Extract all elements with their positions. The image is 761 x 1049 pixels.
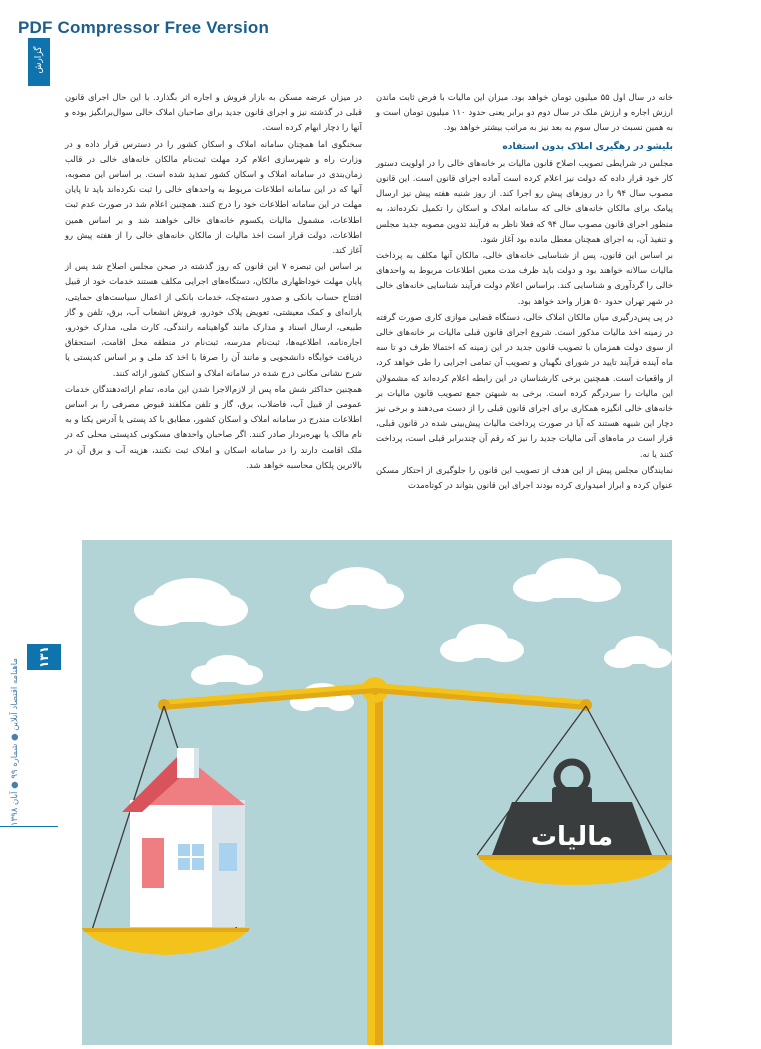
scale-stand	[362, 677, 388, 1045]
scale-illustration-svg	[82, 540, 672, 1045]
scale-illustration	[82, 540, 672, 1045]
section-heading: بلیشو در رهگیری املاک بدون استفاده	[502, 140, 673, 152]
right-pan	[477, 855, 672, 885]
cloud-icon	[134, 578, 248, 626]
weight-label: مالیات	[530, 822, 614, 852]
house-icon	[122, 748, 245, 927]
watermark-text: PDF Compressor Free Version	[18, 18, 270, 37]
article-column-left	[65, 90, 362, 474]
paragraph: بر اساس این تبصره ۷ این قانون که روز گذشته در صحن مجلس اصلاح شد پس از پایان مهلت خوداظهاری مالکان، دستگاه‌های اجرایی مکلف هستند خدمات خود از قبیل افتتاح حساب بانکی و صدور دسته‌چک، خدمات بانکی از اعمال سیاست‌های حمایتی، یارانه‌ای و کمک معیشتی، تعویض پلاک خودرو، فروش انشعاب آب، برق، تلفن و گاز طبیعی، ارسال اسناد و مدارک مانند گواهینامه رانندگی، کارت ملی، مدارک خودرو، اجاره‌نامه، اطلاعیه‌ها، ثبت‌نام مدرسه، ثبت‌نام در منطقه محل اقامت، استحقاق دریافت خوابگاه دانشجویی و مانند آن را صرفا با اخذ کد ملی و بر اساس کدپستی یا شرح نشانی مکانی درج شده در سامانه املاک و اسکان کشور ارائه کنند.	[65, 261, 362, 378]
paragraph: همچنین حداکثر شش ماه پس از لازم‌الاجرا شدن این ماده، تمام ارائه‌دهندگان خدمات عمومی از قبیل آب، فاضلاب، برق، گاز و تلفن مکلفند قبوض مصرفی را بر اساس اطلاعات مندرج در سامانه املاک و اسکان کشور، مطابق با کد پستی یا آدرس یکتا و به نام مالک یا بهره‌بردار صادر کنند. اگر صاحبان واحدهای مسکونی کدپستی محلی که در ملک اقامت دارند را در سامانه اسکان و املاک ثبت نکنند، هزینه آب و برق آن در بالاترین پلکان محاسبه خواهد شد.	[65, 383, 362, 470]
paragraph: سخنگوی اما همچنان سامانه املاک و اسکان کشور را در دسترس قرار داده و در وزارت راه و شهرسازی اعلام کرد مهلت ثبت‌نام مالکان خانه‌های خالی در قالب زمان‌بندی در سامانه املاک و اسکان کشور تمدید شده است. بر اساس این مصوبه، آنها که در این سامانه اطلاعات مربوط به واحدهای خالی را ثبت نکرده‌اند باید تا پایان مهلت در این سامانه اطلاعات خود را درج کنند. همچنین اعلام شد در صورت عدم ثبت اطلاعات، مشمول مالیات یکسوم خانه‌های خالی خواهند شد و بر اساس همین اطلاعات، دولت قرار است اخذ مالیات از مالکان خانه‌های خالی را از هفته پیش رو آغاز کند.	[65, 138, 362, 256]
paragraph: مجلس در شرایطی تصویب اصلاح قانون مالیات بر خانه‌های خالی را در اولویت دستور کار خود قرار داده که دولت نیز اعلام کرده است آماده اجرای قانون است. این قانون مصوب سال ۹۴ را در روزهای پیش رو اجرا کند. از روز شنبه هفته پیش نیز ارسال پیامک برای مالکان خانه‌های خالی که سامانه املاک و اسکان را تکمیل نکرده‌اند، به منظور اجرای قانون مصوب سال ۹۴ که فعلا ناظر به فرآیند تدوین مصوبه جدید مجلس و تنفیذ آن، به اجرای همچنان معطل مانده بود آغاز شود.	[376, 157, 673, 244]
paragraph: در میزان عرضه مسکن به بازار فروش و اجاره اثر بگذارد. با این حال اجرای قانون قبلی در گذشته نیز و اجرای قانون جدید برای صاحبان املاک خالی سوال‌برانگیز بوده و آنها را دچار ابهام کرده است.	[65, 92, 362, 133]
section-tab-label: گزارش	[34, 46, 44, 74]
page-number: ۱۳۱	[27, 644, 61, 670]
side-issue-line: ماهنامه اقتصاد آنلاین ● شماره ۹۹ ● آبان ۱۳۹۸	[10, 658, 20, 826]
weight-icon	[492, 762, 652, 855]
paragraph: خانه در سال اول ۵۵ میلیون تومان خواهد بود. میزان این مالیات با فرض ثابت ماندن ارزش اجاره و ارزش ملک در سال دوم دو برابر یعنی حدود ۱۱۰ میلیون تومان است و به همین نسبت در سال سوم به بعد نیز به مراتب بیشتر خواهد بود.	[376, 92, 673, 133]
paragraph: نمایندگان مجلس پیش از این هدف از تصویب این قانون را جلوگیری از احتکار مسکن عنوان کرده و ابراز امیدواری کرده بودند اجرای این قانون بتواند در کوتاه‌مدت	[376, 464, 673, 491]
cloud-icon	[310, 567, 404, 609]
cloud-icon	[440, 624, 524, 662]
cloud-icon	[191, 655, 263, 685]
paragraph: بر اساس این قانون، پس از شناسایی خانه‌های خالی، مالکان آنها مکلف به پرداخت مالیات سالانه خواهند بود و دولت باید ظرف مدت معین اطلاعات مربوط به واحدهای خالی را گردآوری و شناسایی کند. براساس اعلام دولت فرآیند شناسایی خانه‌های خالی در شهر تهران حدود ۵۰ هزار واحد خواهد بود.	[376, 250, 673, 306]
article-column-right	[376, 90, 673, 494]
cloud-icon	[604, 636, 672, 668]
paragraph: در پی پس‌درگیری میان مالکان املاک خالی، دستگاه قضایی موازی کاری صورت گرفته در زمینه اخذ مالیات مذکور است. شروع اجرای قانون قبلی مالیات بر خانه‌های خالی از سوی دولت همزمان با تصویب قانون جدید در این زمینه که احتمالا ظرف دو تا سه ماه آینده فرآیند تایید در شورای نگهبان و تصویب آن تمامی اجرایی را طی خواهد کرد، از واقعیات است. همچنین برخی کارشناسان در این رابطه اعلام کرده‌اند که مشمولان این مالیات را سردرگم کرده است. برخی به شبهتن جمع تصویب قانون مالیات بر خانه‌های خالی انگیزه همکاری برای اجرای قانون قبلی را از دست می‌دهند و برخی نیز دچار این شبهه هستند که آیا در صورت پرداخت مالیات پیش‌بینی شده در قانون قبلی، قرار است در ماه‌های آتی مالیات جدید را نیز که رقم آن چندبرابر قبلی است، پرداخت کنند یا نه.	[376, 311, 673, 459]
left-pan	[82, 928, 250, 955]
cloud-icon	[513, 558, 621, 602]
side-rule	[0, 826, 58, 827]
section-tab	[28, 38, 50, 86]
